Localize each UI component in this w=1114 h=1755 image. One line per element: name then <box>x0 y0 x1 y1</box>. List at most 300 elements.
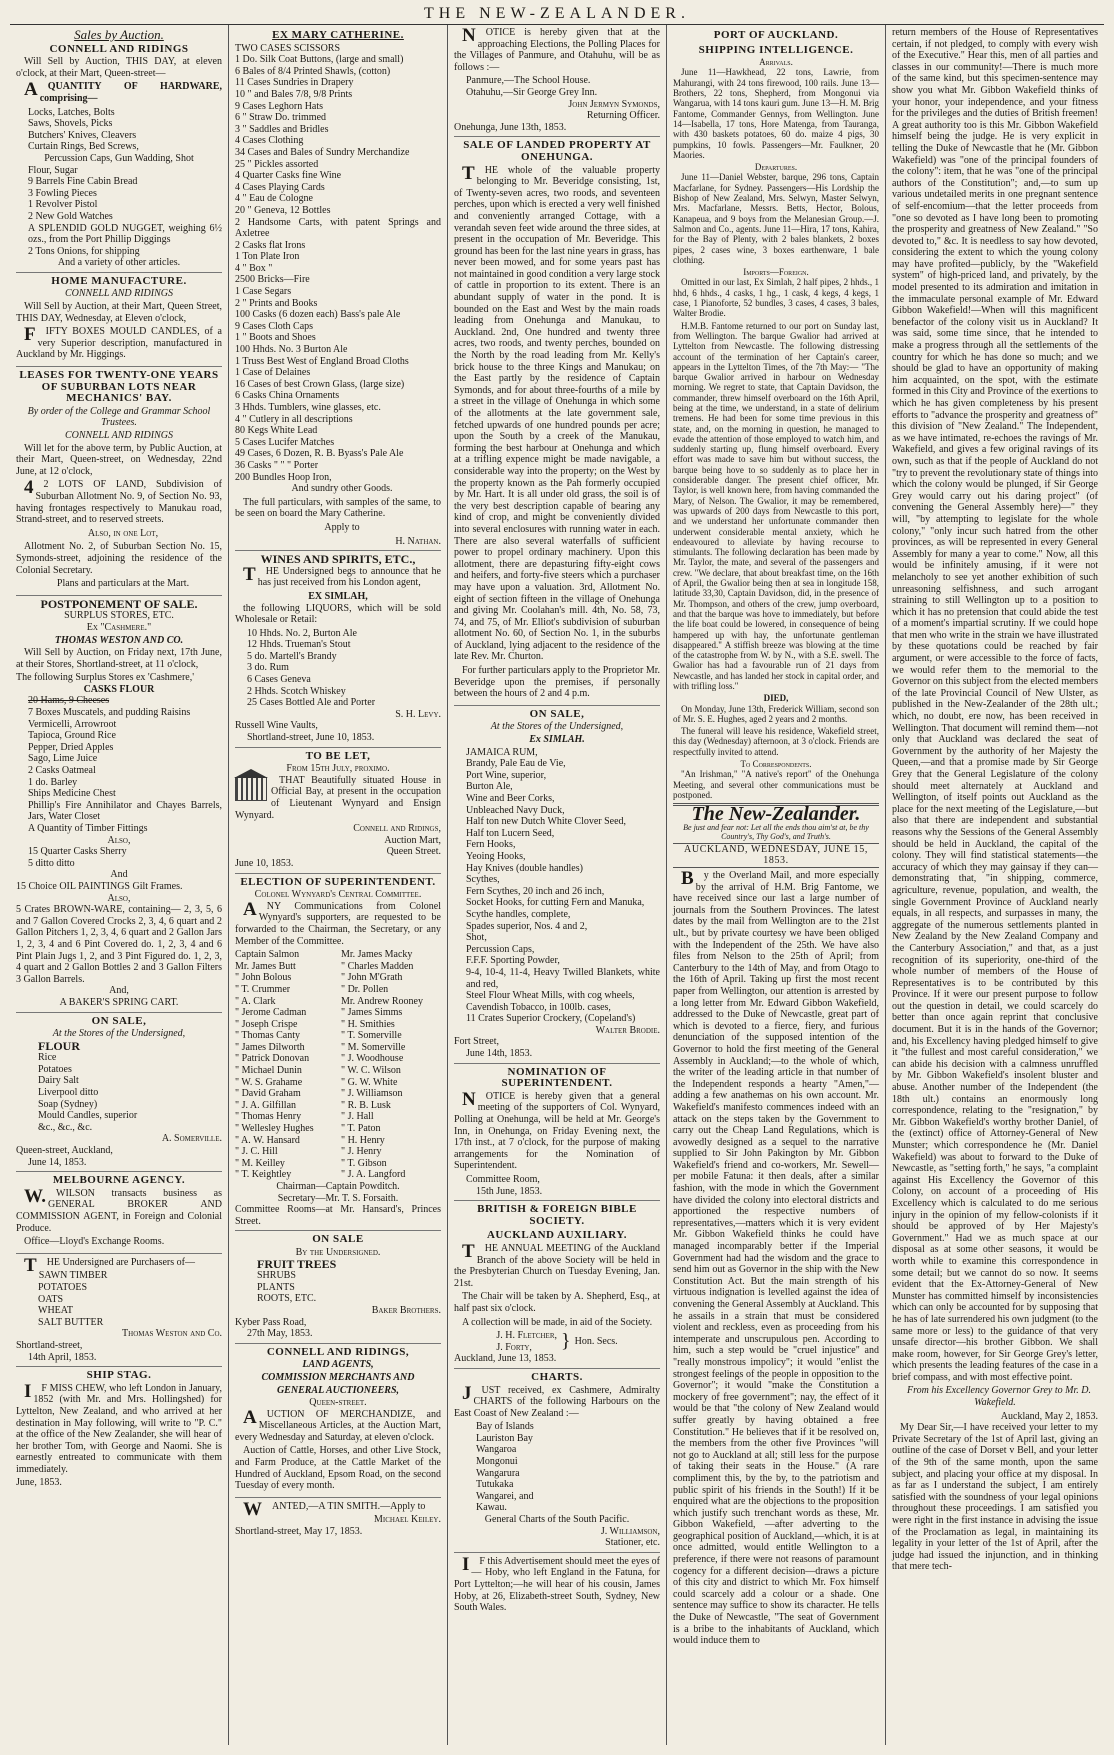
list-item: 4 Cases Playing Cards <box>235 181 325 193</box>
ad-order: By order of the College and Grammar School Trustees. <box>27 405 211 429</box>
list-item: Fern Hooks, <box>466 839 516 851</box>
ad-signature: S. H. Levy. <box>395 708 441 720</box>
ad-role: Returning Officer. <box>586 110 660 122</box>
ad-leases <box>16 370 222 596</box>
house-icon <box>235 777 267 801</box>
list-item: " J. A. Gilfillan <box>235 1099 297 1111</box>
departures-text: June 11—Daniel Webster, barque, 296 tons, Captain Macfarlane, for Sydney. Passengers—His Lordship the Bishop of New Zealand, Mrs. Selwyn, Master Selwyn, Mrs. Macfarlane, Messrs. Betts, Hector, Bolous, Kanapeua, and 9 boys from the Melanesian Group.—J. Salmon and Co., agents. June 11—Hira, 17 tons, Kahira, for the Bay of Plenty, with 2 bales blankets, 2 boxes pipes, 2 cases wine, 3 boxes earthenware, 1 bale clothing. <box>673 172 879 265</box>
ad-signature-block <box>454 1330 660 1353</box>
list-item: " J. Henry <box>341 1146 382 1158</box>
list-item: PLANTS <box>257 1281 295 1293</box>
list-item: 4 " Eau de Cologne <box>235 193 313 205</box>
paper-title: The New-Zealander. <box>691 803 861 826</box>
list-item: " W. S. Grahame <box>235 1076 303 1088</box>
correspondents-text: "An Irishman," "A native's report" of the Onehunga Meeting, and several other communications must be postponed. <box>673 769 879 800</box>
list-item: Mr. James Macky <box>341 949 413 961</box>
list-item: " J. Hall <box>341 1111 374 1123</box>
list-item: Hay Knives (double handles) <box>466 862 583 874</box>
ad-date: 15th June, 1853. <box>476 1185 543 1197</box>
list-item: Cavendish Tobacco, in 100lb. cases, <box>466 1001 611 1013</box>
port-heading: PORT OF AUCKLAND. <box>713 29 839 41</box>
columns <box>10 25 1104 1745</box>
list-item: 200 Bundles Hoop Iron, <box>235 471 332 483</box>
committee-column <box>235 949 335 1181</box>
letter-text: My Dear Sir,—I have received your letter to my Private Secretary of the 1st of April last, giving an outline of the case of Dorset v Bell, and your letter of the 9th of the same month, upon the same subject, and placing your office at my disposal. In as far as I understand the subject, I am entirely satisfied with the soundness of your legal opinions throughout these proceedings. I am satisfied you were right in the first instance in advising the issue of the Proclamation as legal, in maintaining its legality in your letter of the 1st of April, after the judge had issued the injunction, and in thinking that mere tech- <box>892 1422 1098 1573</box>
imports-text: Omitted in our last, Ex Simlah, 2 half pipes, 2 hhds., 1 hhd, 6 hhds., 4 casks, 1 hg., 1 cask, 4 kegs, 4 kegs, 1 case, 1 Pianoforte, 52 bundles, 3 cases, 4 cases, 3 bales, Walter Brodie. <box>673 277 879 319</box>
ad-title: HOME MANUFACTURE. <box>51 274 187 287</box>
list-item: 1 Ton Plate Iron <box>235 251 300 263</box>
ad-date: June 14, 1853. <box>28 1156 87 1168</box>
ad-rooms: Committee Rooms—at Mr. Hansard's, Princes Street. <box>235 1204 441 1227</box>
ad-body: Auction of Cattle, Horses, and other Live Stock, and Farm Produce, at the Cattle Market of the Hundred of Auckland, Epsom Road, on the second Tuesday of every month. <box>235 1445 441 1492</box>
ad-title: SHIP STAG. <box>86 1369 152 1382</box>
list-item: " J. C. Hill <box>235 1146 278 1158</box>
list-item: 1 Case of Delaines <box>235 367 311 379</box>
ad-ex: Ex SIMLAH. <box>529 734 585 746</box>
list-item: " James Simms <box>341 1007 403 1019</box>
brace-icon: } <box>561 1329 571 1352</box>
ad-role: Auction Mart, <box>384 834 441 846</box>
list-item: Wangarura <box>476 1467 520 1479</box>
list-item: Wangaroa <box>476 1444 517 1456</box>
ad-lead: the following LIQUORS, which will be sold Wholesale or Retail: <box>235 602 441 626</box>
ad-postponement <box>16 596 222 1013</box>
list-item: Port Wine, superior, <box>466 769 547 781</box>
list-item: 2500 Bricks—Fire <box>235 274 310 286</box>
ad-place: Queen Street. <box>386 846 441 858</box>
list-item: Scythe handles, complete, <box>466 908 571 920</box>
ad-signature: J. Williamson, <box>600 1525 660 1537</box>
list-item: " R. B. Lusk <box>341 1099 391 1111</box>
list-item: 9 Barrels Fine Cabin Bread <box>28 176 138 188</box>
letter-heading: From his Excellency Governor Grey to Mr. D. Wakefield. <box>907 1385 1091 1409</box>
list-item: 2 Handsome Carts, with patent Springs and Axletree <box>235 216 441 240</box>
ad-date: 27th May, 1853. <box>247 1328 313 1340</box>
list-item: 3 do. Rum <box>247 662 289 674</box>
list-item: 6 " Straw Do. trimmed <box>235 112 327 124</box>
ad-title: NOMINATION OF SUPERINTENDENT. <box>501 1065 613 1090</box>
ad-title: ON SALE <box>312 1233 364 1246</box>
funeral-notice: The funeral will leave his residence, Wakefield street, this day (Wednesday) afternoon, at 3 o'clock. Friends are respectfully invited to attend. <box>673 726 879 757</box>
list-item: FLOUR <box>38 1038 80 1053</box>
list-item: Saws, Shovels, Picks <box>28 118 113 130</box>
list-item: " Thomas Canty <box>235 1030 301 1042</box>
list-item: Mr. Andrew Rooney <box>341 995 423 1007</box>
ad-body: IF this Advertisement should meet the eyes of — Hoby, who left England in the Fatuna, for Port Lyttelton;—he will hear of his cousin, James Hoby, at 26, Elizabeth-street South, Sydney, New South Wales. <box>454 1553 660 1614</box>
ad-body: Allotment No. 2, of Suburban Section No. 15, Symonds-street, adjoining the residence of the Colonial Secretary. <box>16 541 222 576</box>
list-item: &c., &c., &c. <box>38 1121 93 1133</box>
list-item: Curtain Rings, Bed Screws, <box>28 141 139 153</box>
list-item: Socket Hooks, for cutting Fern and Manuka, <box>466 897 645 909</box>
list-item: " Patrick Donovan <box>235 1053 310 1065</box>
ad-body: THE whole of the valuable property belonging to Mr. Beveridge consisting, 1st, of Twenty-seven acres, two roods, and seventeen perches, upon which is erected a very well finished and conveniently arranged Cottage, with a verandah seven feet wide around the three sides, at present in the occupation of Mr. Beveridge. This ground has been for the last nine years in grass, has never been mowed, and for some years past has not maintained in good condition a very large stock of cattle in proportion to its extent. There is an abundant supply of water in the pond. It is bounded on the East and West by the main roads leading from Onehunga and Manukau, to Auckland. 2nd, One hundred and twenty three acres, two roods, and twenty perches, bounded on the North by the road leading from Mr. Kelly's brick house to the three Kings and Manukau; on the East partly by the residence of Captain Symonds, and for about three-fourths of a mile by a street in the village of Onehunga in which some of the allotments at the late government sale, fetched upwards of one hundred pounds per acre; upon the South by a creek of the Manukau, forming the best harbour at Onehunga and which at a trifling expence might be made navigable, a considerable way into the property; on the West by the property known as the Pah formerly occupied by Mr. Hart. It is all under old grass, the soil is of the very best description capable of bearing any kind of crop, and might be conveniently divided into several enclosures with running water in each. There are also several waterfalls of sufficient power to propel ordinary machinery. Upon this allotment, there are depasturing fifty-eight cows and heifers, and forty-five steers which a purchaser may have upon a valuation. 3rd, Allotment No. eight of section fifteen in the village of Onehunga and giving Mr. Coolahan's mill. 4th, No. 58, 73, 74, and 75, of Mr. Elliot's subdivision of suburban allotment No. 60, of Section No. 1, in the suburbs of Auckland, lying adjacent to the residence of the late Rev. Mr. Churton. <box>454 162 660 663</box>
ad-charts <box>454 1372 660 1553</box>
list-item: Tutukaka <box>476 1479 514 1491</box>
ad-body: 42 LOTS OF LAND, Subdivision of Suburban Allotment No. 9, of Section No. 93, having frontages respectively to Manukau road, Strand-street, and to reserved streets. <box>16 477 222 526</box>
ad-line: GENERAL AUCTIONEERS, <box>276 1384 400 1396</box>
ad-line: LAND AGENTS, <box>302 1359 374 1371</box>
list-item: 1 Do. Silk Coat Buttons, (large and small) <box>235 54 404 66</box>
list-item: Kawau. <box>476 1502 507 1514</box>
list-item: Otahuhu,—Sir George Grey Inn. <box>466 86 598 98</box>
ad-mary-catherine <box>235 30 441 551</box>
list-item: 2 Tons Onions, for shipping <box>28 245 140 257</box>
ad-signature: J. Forty, <box>496 1341 532 1353</box>
list-item: 1 do. Barley <box>28 776 78 788</box>
arrivals-heading: Arrivals. <box>759 57 793 68</box>
ad-firm: CONNELL AND RIDINGS, <box>266 1345 410 1358</box>
list-item: " Jerome Cadman <box>235 1007 307 1019</box>
ad-tin-smith <box>235 1498 441 1538</box>
list-item: " T. Crummer <box>235 983 291 995</box>
list-item: 2 " Prints and Books <box>235 297 318 309</box>
ad-purchasers <box>16 1254 222 1367</box>
list-item: Phillip's Fire Annihilator and Chayes Barrels, Jars, Water Closet <box>28 799 222 823</box>
list-item: 34 Cases and Bales of Sundry Merchandize <box>235 146 410 158</box>
list-item: Bay of Islands <box>476 1421 534 1433</box>
ad-office: Office—Lloyd's Exchange Rooms. <box>24 1236 165 1248</box>
list-item: A SPLENDID GOLD NUGGET, weighing 6½ ozs., from the Port Phillip Diggings <box>28 222 222 246</box>
item-list <box>16 1270 222 1328</box>
ad-on-sale-somerville <box>16 1016 222 1173</box>
list-item: 80 Kegs White Lead <box>235 425 318 437</box>
list-item: 5 Cases Lucifer Matches <box>235 436 335 448</box>
ad-lead: The following Surplus Stores ex 'Cashmere,' <box>16 672 195 684</box>
ad-intro: Will Sell by Auction, on Friday next, 17th June, at their Stores, Shortland-street, at 11 o'clock, <box>16 647 222 670</box>
ad-hardware <box>16 44 222 273</box>
ad-place: Kyber Pass Road, <box>235 1316 307 1328</box>
list-item: " A. Clark <box>235 995 276 1007</box>
ad-also: Also, in one Lot, <box>87 527 159 539</box>
list-item: " Michael Dunin <box>235 1065 302 1077</box>
shipping-heading: SHIPPING INTELLIGENCE. <box>698 43 854 56</box>
departures-heading: Departures. <box>754 162 798 173</box>
ad-line: Queen-street. <box>309 1397 367 1409</box>
list-item: TWO CASES SCISSORS <box>235 42 341 54</box>
list-item: 12 Hhds. Trueman's Stout <box>247 639 351 651</box>
list-item: JAMAICA RUM, <box>466 746 538 758</box>
list-item: Scythes, <box>466 874 500 886</box>
list-item: Butchers' Knives, Cleavers <box>28 129 137 141</box>
list-item: Fern Scythes, 20 inch and 26 inch, <box>466 885 605 897</box>
list-item: Brandy, Pale Eau de Vie, <box>466 758 566 770</box>
ad-bible-society <box>454 1204 660 1369</box>
list-item: " H. Smithies <box>341 1018 395 1030</box>
ad-title: MELBOURNE AGENCY. <box>52 1174 186 1187</box>
list-item: 1 Revolver Pistol <box>28 199 98 211</box>
list-item: Rice <box>38 1052 57 1064</box>
ad-role: Hon. Secs. <box>574 1335 618 1347</box>
ad-subtitle: By the Undersigned. <box>295 1246 381 1258</box>
ad-body: THAT Beautifully situated House in Official Bay, at present in the occupation of Lieutenant Wynyard and Ensign Wynyard. <box>235 774 441 821</box>
list-item: SALT BUTTER <box>38 1316 104 1328</box>
list-item: FRUIT TREES <box>257 1256 337 1271</box>
list-item: " M. Somerville <box>341 1041 406 1053</box>
column-2 <box>229 25 448 1745</box>
item-list <box>16 107 222 153</box>
ad-date: June, 1853. <box>16 1477 62 1489</box>
ad-signature: Michael Keiley. <box>374 1514 441 1526</box>
column-3 <box>448 25 667 1745</box>
list-item: Flour, Sugar <box>28 164 78 176</box>
ad-chairman: Chairman—Captain Powditch. <box>276 1181 400 1192</box>
list-item: CASKS FLOUR <box>83 683 155 695</box>
list-item: " Thomas Henry <box>235 1111 302 1123</box>
ad-intro: Will let for the above term, by Public Auction, at their Mart, Queen-street, on Wednesday, 22nd June, at 12 o'clock, <box>16 442 222 477</box>
list-item: 2 New Gold Watches <box>28 210 113 222</box>
ad-ex: Ex "Cashmere." <box>86 621 152 633</box>
ad-secretary: Secretary—Mr. T. S. Forsaith. <box>277 1192 399 1204</box>
list-item: 15 Quarter Casks Sherry <box>28 846 127 858</box>
list-item: Shot, <box>466 932 487 944</box>
list-item: 11 Cases Sundries in Drapery <box>235 77 354 89</box>
list-item: " T. Paton <box>341 1123 381 1135</box>
list-item: OATS <box>38 1293 64 1305</box>
ad-fruit-trees <box>235 1234 441 1343</box>
letter-date: Auckland, May 2, 1853. <box>1000 1410 1098 1422</box>
list-item: Panmure,—The School House. <box>466 75 591 87</box>
list-item: 10 " and Bales 7/8, 9/8 Prints <box>235 88 353 100</box>
ad-body: THE ANNUAL MEETING of the Auckland Branch of the above Society will be held in the Presbyterian Church on Tuesday Evening, Jan. 21st. <box>454 1240 660 1289</box>
list-item: 9-4, 10-4, 11-4, Heavy Twilled Blankets, white and red, <box>466 966 660 990</box>
ad-role: Stationer, etc. <box>605 1537 660 1549</box>
list-item: Half ton new Dutch White Clover Seed, <box>466 816 627 828</box>
ad-and: And <box>110 869 128 881</box>
list-item: Percussion Caps, Gun Wadding, Shot <box>44 152 194 164</box>
list-item: 4 Quarter Casks fine Wine <box>235 170 342 182</box>
ad-apply: Apply to <box>324 521 360 533</box>
ad-signature: H. Nathan. <box>395 535 441 547</box>
list-item: 5 Crates BROWN-WARE, containing— 2, 3, 5, 6 and 7 Gallon Covered Crocks 2, 3, 4, 6 quart and 2 Gallon Pitchers 1, 2, 3, 4, 6 quart and 2 Gallon Jars 1, 2, 3, 4 and 6 Pint Covered do. 1, 2, 3, 4 and 6 Pint Plain Jugs 1, 2, and 3 Pint Figured do. 1, 2, 3, 4 quart and 2 Gallon Bottles 2 and 3 Gallon Filters 3 Gallon Barrels. <box>16 904 222 985</box>
list-item: " John Bolous <box>235 972 292 984</box>
ad-title: WINES AND SPIRITS, ETC., <box>260 552 416 567</box>
list-item: Liverpool ditto <box>38 1087 99 1099</box>
list-item: 4 " Cutlery in all descriptions <box>235 413 353 425</box>
list-item: 25 " Pickles assorted <box>235 158 319 170</box>
list-item: Wangarei, and <box>476 1490 534 1502</box>
list-item: " T. Keightley <box>235 1169 292 1181</box>
list-item: 49 Cases, 6 Dozen, R. B. Byass's Pale Ale <box>235 448 404 460</box>
list-item: Locks, Latches, Bolts <box>28 106 115 118</box>
ad-body: THE Undersigned begs to announce that he has just received from his London agent, <box>243 563 441 589</box>
list-item: SHRUBS <box>257 1270 296 1282</box>
list-item: 10 Hhds. No. 2, Burton Ale <box>247 627 357 639</box>
ad-body: The full particulars, with samples of the same, to be seen on board the Mary Catherine. <box>235 496 441 520</box>
list-item: 36 Casks " " " Porter <box>235 459 319 471</box>
list-item: Captain Salmon <box>235 949 300 961</box>
list-item: Lauriston Bay <box>476 1432 533 1444</box>
list-item: 1 Case Segars <box>235 286 292 298</box>
list-item: F.F.F. Sporting Powder, <box>466 955 560 967</box>
dateline: AUCKLAND, WEDNESDAY, JUNE 15, 1853. <box>673 843 879 868</box>
ad-subtitle: At the Stores of the Undersigned, <box>52 1028 186 1040</box>
list-item: " H. Henry <box>341 1134 385 1146</box>
list-item: " J. Woodhouse <box>341 1053 404 1065</box>
ad-body: FIFTY BOXES MOULD CANDLES, of a very Superior description, manufactured in Auckland by Mr. Higgings. <box>16 324 222 361</box>
ad-and: And, <box>109 985 129 997</box>
ad-line: COMMISSION MERCHANTS AND <box>261 1371 415 1383</box>
item-list <box>454 1421 660 1514</box>
ad-to-let <box>235 751 441 874</box>
list-item: WHEAT <box>38 1305 73 1317</box>
ad-melbourne <box>16 1175 222 1254</box>
ad-title: ON SALE, <box>529 707 585 720</box>
list-item: 2 Casks flat Irons <box>235 239 306 251</box>
ad-body: NOTICE is hereby given that a general meeting of the supporters of Col. Wynyard, Polling at Onehunga, will be held at Mr. George's Inn, in Onehunga, on Friday Evening next, the 17th inst., at 7 o'clock, for the purpose of making arrangements for the Nomination of Superintendent. <box>454 1088 660 1172</box>
ad-title: LEASES FOR TWENTY-ONE YEARS OF SUBURBAN LOTS NEAR MECHANICS' BAY. <box>19 369 219 405</box>
list-item: 100 Hhds. No. 3 Burton Ale <box>235 344 348 356</box>
ad-signature: Walter Brodie. <box>595 1024 660 1036</box>
list-item: Unbleached Navy Duck, <box>466 804 565 816</box>
list-item: 9 Cases Cloth Caps <box>235 320 314 332</box>
ad-subtitle: At the Stores of the Undersigned, <box>490 721 624 733</box>
list-item: " A. W. Hansard <box>235 1134 300 1146</box>
list-item: " Wellesley Hughes <box>235 1123 314 1135</box>
death-notice: On Monday, June 13th, Frederick William, second son of Mr. S. E. Hughes, aged 2 years and 2 months. <box>673 703 879 724</box>
list-item: " John M'Grath <box>341 972 403 984</box>
list-item: " James Dilworth <box>235 1041 305 1053</box>
ad-body: W.WILSON transacts business as GENERAL BROKER AND COMMISSION AGENT, in Foreign and Colonial Produce. <box>16 1185 222 1234</box>
list-item: Percussion Caps, <box>466 943 535 955</box>
list-item: 6 Casks China Ornaments <box>235 390 340 402</box>
list-item: Steel Flour Wheat Mills, with cog wheels, <box>466 990 635 1002</box>
list-item: 9 Cases Leghorn Hats <box>235 100 324 112</box>
list-item: " Joseph Crispe <box>235 1018 298 1030</box>
ad-tail: And sundry other Goods. <box>291 483 393 495</box>
motto: Be just and fear not: Let all the ends thou aim'st at, be thy Country's, Thy God's, and Truth's. <box>683 822 869 841</box>
ad-date: June 14th, 1853. <box>466 1048 533 1060</box>
ad-tail: And a variety of other articles. <box>57 257 181 269</box>
ad-date: Auckland, June 13, 1853. <box>454 1353 557 1365</box>
ad-hoby <box>454 1553 660 1614</box>
list-item: 20 " Geneva, 12 Bottles <box>235 204 331 216</box>
item-list <box>235 43 441 484</box>
list-item: A BAKER'S SPRING CART. <box>59 996 179 1008</box>
list-item: 5 do. Martell's Brandy <box>247 650 337 662</box>
arrivals-text: June 11—Hawkhead, 22 tons, Lawrie, from Mahurangi, with 24 tons firewood, 100 rails. June 13—Brothers, 22 tons, Shepherd, from Mongonui via Wangarua, with 14 tons kauri gum. June 13—H. M. Brig Fantome, Commander Gennys, from Wellington. June 14—Isabella, 17 tons, Hore Matenga, from Tauranga, with 430 baskets potatoes, 60 do. maize 4 pigs, 30 pumpkins, 10 fowls. Passengers—Mr. Faulkner, 20 Maories. <box>673 67 879 160</box>
list-item: 4 Cases Clothing <box>235 135 304 147</box>
list-item: Mould Candles, superior <box>38 1110 138 1122</box>
ad-plans: Plans and particulars at the Mart. <box>56 578 190 590</box>
column-5 <box>886 25 1104 1745</box>
list-item: Half ton Lucern Seed, <box>466 827 555 839</box>
ad-firm: CONNELL AND RIDINGS <box>49 42 189 55</box>
ad-date: Shortland-street, June 10, 1853. <box>247 732 375 744</box>
list-item: Mongonui <box>476 1456 518 1468</box>
list-item: " T. Somerville <box>341 1030 402 1042</box>
ad-firm: THOMAS WESTON AND CO. <box>54 634 184 646</box>
list-item: Yeoing Hooks, <box>466 850 526 862</box>
list-item: 1 Truss Best West of England Broad Cloths <box>235 355 409 367</box>
ad-landed-property <box>454 140 660 706</box>
list-item: ROOTS, ETC. <box>257 1293 317 1305</box>
list-item: 1 " Boots and Shoes <box>235 332 316 344</box>
ad-body: A collection will be made, in aid of the Society. <box>462 1316 653 1328</box>
ad-title: EX MARY CATHERINE. <box>272 29 404 41</box>
list-item: " David Graham <box>235 1088 301 1100</box>
item-list <box>16 165 222 258</box>
ad-subtitle: AUCKLAND AUXILIARY. <box>486 1229 628 1242</box>
ad-title: ON SALE, <box>91 1014 147 1027</box>
ad-signature: Baker Brothers. <box>371 1304 441 1316</box>
list-item: 3 " Saddles and Bridles <box>235 123 329 135</box>
list-item: " W. C. Wilson <box>341 1065 401 1077</box>
item-list <box>235 1256 441 1305</box>
ad-also: Also, <box>107 834 131 846</box>
list-item: Pepper, Dried Apples <box>28 741 114 753</box>
ad-signature: A. Somerville. <box>161 1133 222 1145</box>
ad-subtitle: From 15th July, proximo. <box>286 763 390 775</box>
list-item: " T. Gibson <box>341 1157 387 1169</box>
list-item: Ships Medicine Chest <box>28 788 116 800</box>
list-item: " Dr. Pollen <box>341 983 389 995</box>
ad-place: Shortland-street, <box>16 1339 83 1351</box>
item-list <box>235 628 441 709</box>
ad-signature: J. H. Fletcher, <box>496 1330 557 1342</box>
column-1 <box>10 25 229 1745</box>
ad-body: JUST received, ex Cashmere, Admiralty CHARTS of the following Harbours on the East Coast of New Zealand :— <box>454 1382 660 1419</box>
list-item: 7 Boxes Muscatels, and pudding Raisins <box>28 707 191 719</box>
ad-nomination <box>454 1067 660 1202</box>
item-list <box>16 1038 222 1134</box>
died-heading: DIED, <box>763 693 789 704</box>
list-item: 4 " Box " <box>235 262 273 274</box>
committee-list <box>235 949 441 1181</box>
list-item: Spades superior, Nos. 4 and 2, <box>466 920 588 932</box>
list-item: Soap (Sydney) <box>38 1098 98 1110</box>
ad-ship-stag <box>16 1370 222 1489</box>
list-item: Tapioca, Ground Rice <box>28 730 116 742</box>
list-item: A Quantity of Timber Fittings <box>28 823 148 834</box>
list-item: 100 Casks (6 dozen each) Bass's pale Ale <box>235 309 401 321</box>
ad-date: Onehunga, June 13th, 1853. <box>454 121 567 133</box>
list-item: Wine and Beer Corks, <box>466 793 555 804</box>
list-item: " J. A. Langford <box>341 1169 406 1181</box>
list-item: " M. Keilley <box>235 1157 285 1169</box>
ad-title: CHARTS. <box>531 1370 583 1383</box>
list-item: Potatoes <box>38 1063 72 1075</box>
ad-date: 14th April, 1853. <box>28 1351 97 1363</box>
ad-home-manufacture <box>16 276 222 367</box>
list-item: 15 Choice OIL PAINTINGS Gilt Frames. <box>16 880 183 892</box>
ad-subtitle: SURPLUS STORES, ETC. <box>64 610 174 622</box>
ad-also: Also, <box>107 892 131 904</box>
list-item: Vermicelli, Arrowroot <box>28 718 117 730</box>
ad-body: IF MISS CHEW, who left London in January, 1852 (with Mr. and Mrs. Hollingshed) for Lyttelton, New Zealand, and who arrived at her destination in May following, will write to "P. C." at the office of the New Zealander, she will hear of her brother Tom, with George and Naomi. She is earnestly entreated to communicate with them immediately. <box>16 1380 222 1475</box>
list-item: POTATOES <box>38 1281 88 1293</box>
list-item: 20 Hams, 9 Cheeses <box>28 695 110 707</box>
ad-connell-ridings <box>235 1347 441 1498</box>
ad-title: TO BE LET, <box>305 749 371 762</box>
list-item: Dairy Salt <box>38 1075 79 1087</box>
ad-signature: John Jermyn Symonds, <box>568 98 660 110</box>
list-item: Sago, Lime Juice <box>28 753 98 765</box>
list-item: Burton Ale, <box>466 781 513 793</box>
ad-ex: EX SIMLAH, <box>308 590 368 602</box>
ad-body: The Chair will be taken by A. Shepherd, Esq., at half past six o'clock. <box>454 1291 660 1314</box>
ad-place: Queen-street, Auckland, <box>16 1145 113 1157</box>
ad-intro: Will Sell by Auction, THIS DAY, at eleven o'clock, at their Mart, Queen-street— <box>16 56 222 79</box>
ad-firm: CONNELL AND RIDINGS <box>65 288 173 300</box>
ad-body: ANY Communications from Colonel Wynyard's supporters, are requested to be forwarded to the Chairman, the Secretary, or any Member of the Committee. <box>235 898 441 947</box>
column-4 <box>667 25 886 1745</box>
ad-place: Fort Street, <box>454 1036 499 1048</box>
item-list <box>16 707 222 835</box>
list-item: 6 Bales of 8/4 Printed Shawls, (cotton) <box>235 65 391 77</box>
list-item: 2 Casks Oatmeal <box>28 765 96 777</box>
ad-title: POSTPONEMENT OF SALE. <box>40 596 198 611</box>
list-item: 11 Crates Superior Crockery, (Copeland's) <box>466 1013 636 1025</box>
